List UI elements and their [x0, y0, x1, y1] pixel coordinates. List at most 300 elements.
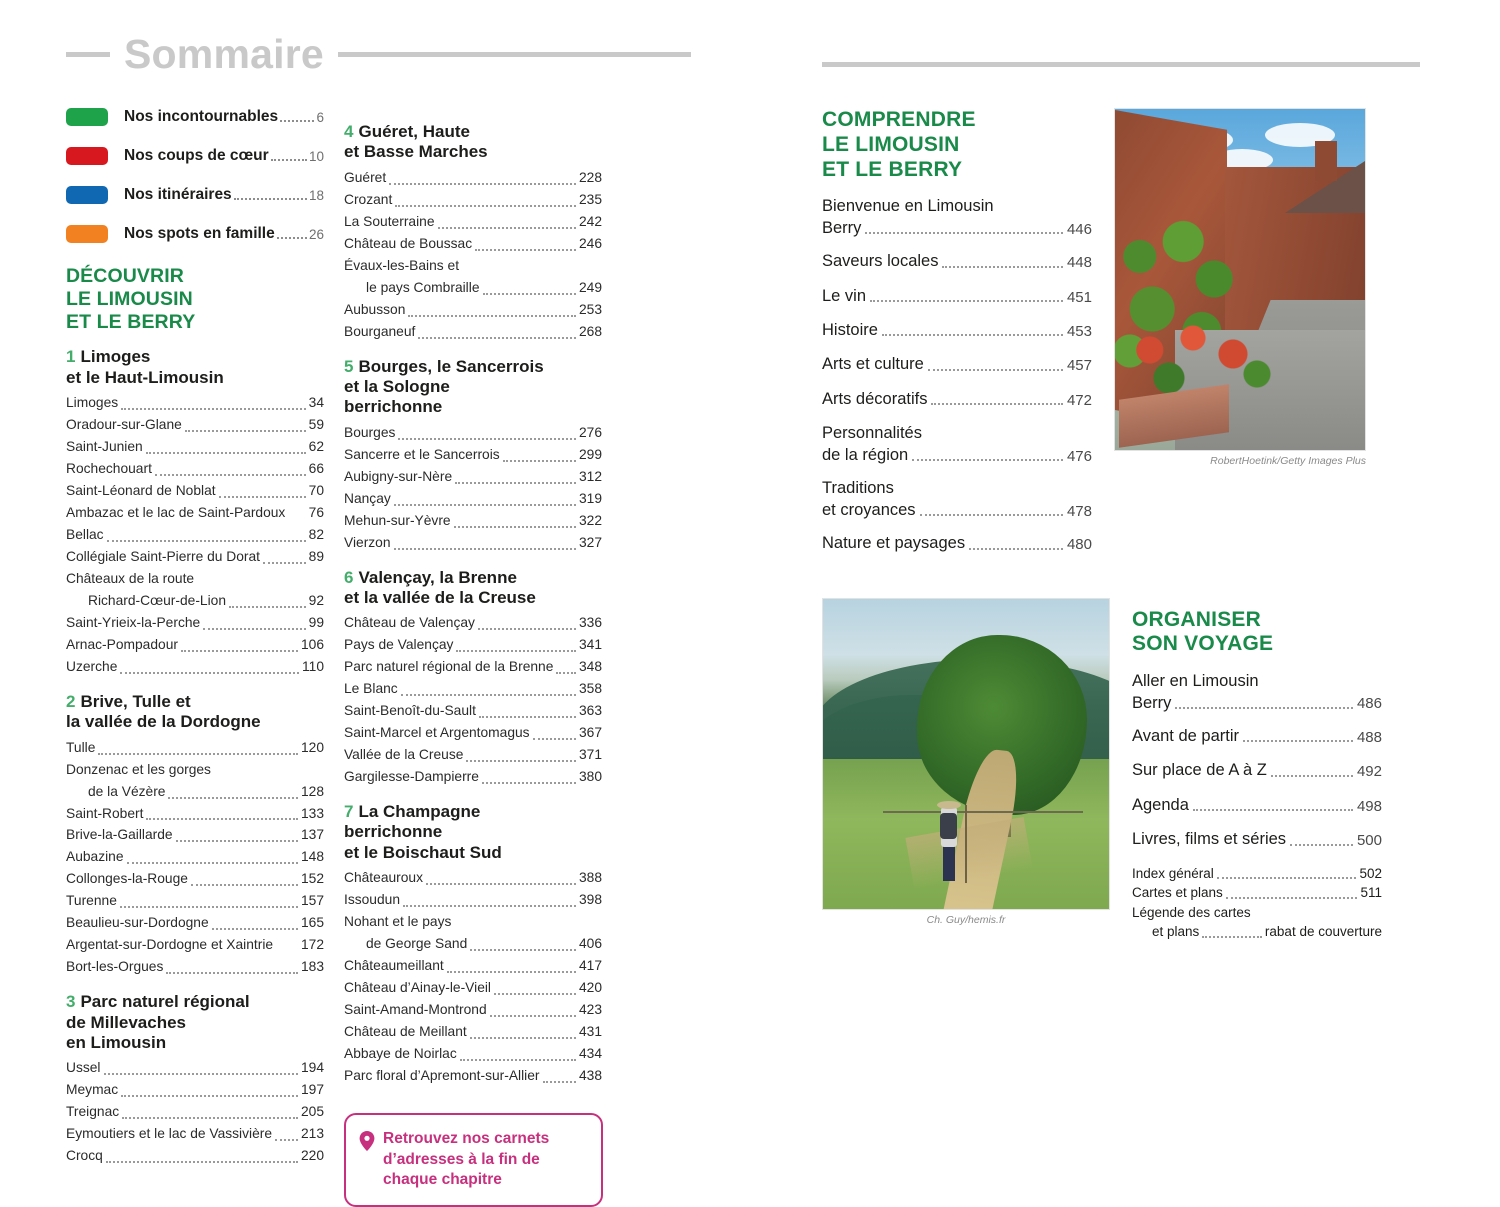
- left-page: [0, 0, 760, 1189]
- toc-dot-leader: [229, 596, 306, 608]
- toc-entry-label: Parc naturel régional de la Brenne: [344, 659, 554, 675]
- toc-entry-page: 476: [1066, 447, 1092, 465]
- toc-entry[interactable]: [66, 525, 324, 546]
- toc-entry[interactable]: [822, 423, 1092, 466]
- legend-dot-leader: [234, 187, 307, 200]
- toc-dot-leader: [1271, 763, 1353, 777]
- toc-entry-page: 70: [308, 483, 324, 499]
- toc-dot-leader: [470, 939, 576, 951]
- legend-item-2[interactable]: [66, 147, 324, 165]
- header-rule-right: [338, 52, 691, 57]
- toc-entry[interactable]: [344, 300, 602, 321]
- toc-entry[interactable]: [1132, 864, 1382, 884]
- toc-dot-leader: [288, 510, 305, 520]
- toc-dot-leader: [394, 494, 576, 506]
- toc-entry-page: 417: [578, 958, 602, 974]
- toc-entry-label: La Souterraine: [344, 213, 435, 229]
- toc-entry-page: 197: [300, 1082, 324, 1098]
- toc-entry[interactable]: [344, 745, 602, 766]
- legend-dot-leader: [280, 109, 314, 122]
- toc-dot-leader: [475, 239, 576, 251]
- legend-item-4[interactable]: [66, 225, 324, 243]
- toc-entry-page: 66: [308, 461, 324, 477]
- toc-entry-label: Treignac: [66, 1104, 120, 1120]
- toc-entry[interactable]: [66, 459, 324, 480]
- toc-entry[interactable]: [66, 547, 324, 568]
- toc-dot-leader: [503, 450, 576, 462]
- toc-entry[interactable]: [344, 445, 602, 466]
- toc-entry[interactable]: [66, 1080, 324, 1101]
- toc-entry-label: Saint-Yrieix-la-Perche: [66, 614, 201, 630]
- legend-item-label: Nos coups de cœur: [124, 147, 269, 164]
- toc-entry-label: Aller en Limousin: [1132, 672, 1259, 691]
- toc-entry-label: Parc floral d’Apremont-sur-Allier: [344, 1067, 540, 1083]
- toc-dot-leader: [394, 538, 576, 550]
- toc-dot-leader: [181, 640, 298, 652]
- toc-entry-label: Pays de Valençay: [344, 637, 454, 653]
- toc-entry[interactable]: [66, 825, 324, 846]
- legend-list: [66, 108, 324, 243]
- toc-entry[interactable]: [66, 481, 324, 502]
- toc-dot-leader: [426, 873, 576, 885]
- toc-entry[interactable]: [344, 613, 602, 634]
- toc-entry-label: Bellac: [66, 527, 104, 543]
- hiker-photo-credit: Ch. Guy/hemis.fr: [926, 913, 1006, 926]
- toc-dot-leader: [398, 428, 576, 440]
- chapter-title-line: Valençay, la Brenne: [358, 567, 517, 587]
- blue-swatch: [66, 186, 108, 204]
- toc-entry[interactable]: [822, 389, 1092, 410]
- chapter-title-line: Bourges, le Sancerrois: [358, 356, 544, 376]
- organiser-heading-line: SON VOYAGE: [1132, 632, 1274, 656]
- toc-dot-leader: [490, 1005, 576, 1017]
- toc-dot-leader: [155, 464, 306, 476]
- toc-dot-leader: [1243, 728, 1353, 742]
- right-page: [760, 0, 1500, 1159]
- village-photo-credit: RobertHoetink/Getty Images Plus: [1210, 455, 1366, 467]
- toc-entry[interactable]: [344, 234, 602, 255]
- toc-entry-page: 398: [578, 892, 602, 908]
- toc-entry-page: 406: [578, 936, 602, 952]
- toc-entry[interactable]: [66, 1102, 324, 1123]
- toc-entry-page: 228: [578, 169, 602, 185]
- toc-entry-label: Uzerche: [66, 658, 118, 674]
- toc-entry-page: 480: [1066, 536, 1092, 554]
- toc-entry[interactable]: [66, 957, 324, 978]
- toc-dot-leader: [455, 472, 576, 484]
- toc-entry[interactable]: [66, 569, 324, 590]
- toc-dot-leader: [120, 896, 298, 908]
- chapter-title-line: Limoges: [80, 347, 151, 367]
- comprendre-entry-list: [822, 196, 1092, 554]
- toc-dot-leader: [98, 743, 298, 755]
- toc-entry-label: Aubusson: [344, 301, 406, 317]
- toc-dot-leader: [460, 1049, 576, 1061]
- toc-entry-page: 133: [300, 805, 324, 821]
- toc-entry[interactable]: [344, 489, 602, 510]
- toc-entry[interactable]: [822, 286, 1092, 307]
- toc-entry-page: 327: [578, 534, 602, 550]
- toc-dot-leader: [104, 1063, 298, 1075]
- chapter-title-line: Brive, Tulle et: [80, 691, 191, 711]
- page-header: [66, 31, 691, 77]
- toc-entry-label: Bourges: [344, 424, 396, 440]
- toc-entry-page: 488: [1356, 728, 1382, 746]
- toc-dot-leader: [556, 662, 576, 674]
- toc-entry[interactable]: [344, 278, 602, 299]
- toc-entry-page: 205: [300, 1104, 324, 1120]
- toc-entry-page: 276: [578, 424, 602, 440]
- toc-entry[interactable]: [344, 767, 602, 788]
- toc-entry-page: 341: [578, 637, 602, 653]
- page-title: Sommaire: [124, 31, 324, 77]
- toc-dot-leader: [912, 447, 1063, 461]
- toc-entry-label: Ussel: [66, 1060, 101, 1076]
- toc-entry[interactable]: [66, 847, 324, 868]
- toc-entry-label: Châteaux de la route: [66, 570, 195, 586]
- toc-entry-label: Château de Boussac: [344, 235, 473, 251]
- toc-entry-label: Guéret: [344, 169, 387, 185]
- toc-entry[interactable]: [66, 935, 324, 956]
- toc-entry[interactable]: [66, 635, 324, 656]
- toc-entry-page: 106: [300, 636, 324, 652]
- toc-entry-label: Bourganeuf: [344, 323, 416, 339]
- toc-entry-label: Châteaumeillant: [344, 958, 444, 974]
- chapter-title-line: la vallée de la Dordogne: [66, 712, 261, 732]
- toc-dot-leader: [479, 706, 576, 718]
- toc-entry-page: 253: [578, 301, 602, 317]
- toc-dot-leader: [176, 830, 298, 842]
- toc-entry-page: 363: [578, 703, 602, 719]
- toc-entry[interactable]: [1132, 760, 1382, 781]
- toc-entry-label: Traditions: [822, 479, 894, 498]
- toc-entry[interactable]: [344, 212, 602, 233]
- toc-entry-label: Saveurs locales: [822, 252, 939, 271]
- toc-entry[interactable]: [344, 890, 602, 911]
- legend-item-1[interactable]: [66, 108, 324, 126]
- toc-entry[interactable]: [66, 1124, 324, 1145]
- toc-entry[interactable]: [344, 467, 602, 488]
- toc-entry-label: Évaux-les-Bains et: [344, 257, 460, 273]
- toc-entry-label: Légende des cartes: [1132, 904, 1251, 920]
- toc-entry[interactable]: [822, 533, 1092, 554]
- toc-entry-label: Arnac-Pompadour: [66, 636, 178, 652]
- toc-entry[interactable]: [66, 393, 324, 414]
- toc-entry[interactable]: [1132, 726, 1382, 747]
- toc-entry-page: 62: [308, 439, 324, 455]
- toc-entry-page: 165: [300, 915, 324, 931]
- chapter-title-line: berrichonne: [344, 397, 443, 417]
- toc-entry[interactable]: [344, 322, 602, 343]
- toc-entry[interactable]: [344, 912, 602, 933]
- toc-entry-label: Beaulieu-sur-Dordogne: [66, 915, 209, 931]
- toc-entry-line2: [1132, 693, 1382, 714]
- toc-entry-page: 492: [1356, 763, 1382, 781]
- carnets-callout: [344, 1113, 603, 1207]
- toc-entry[interactable]: [344, 679, 602, 700]
- toc-entry[interactable]: [66, 613, 324, 634]
- toc-entry[interactable]: [1132, 829, 1382, 850]
- chapter-title-line: et le Haut-Limousin: [66, 367, 224, 387]
- toc-entry-label: Abbaye de Noirlac: [344, 1045, 457, 1061]
- toc-entry-label: et plans: [1152, 924, 1200, 940]
- toc-entry-label: Brive-la-Gaillarde: [66, 827, 173, 843]
- toc-entry-line2: [822, 218, 1092, 239]
- toc-entry-label: Le Blanc: [344, 681, 398, 697]
- toc-entry-label: Saint-Léonard de Noblat: [66, 483, 216, 499]
- toc-entry-page: 89: [308, 549, 324, 564]
- toc-entry[interactable]: [822, 478, 1092, 521]
- toc-entry-label: Cartes et plans: [1132, 885, 1223, 901]
- toc-entry[interactable]: [822, 196, 1092, 239]
- toc-entry-label: Saint-Benoît-du-Sault: [344, 703, 476, 719]
- comprendre-heading-line: LE LIMOUSIN: [822, 132, 960, 156]
- toc-entry-page: 348: [578, 659, 602, 675]
- map-pin-icon: [359, 1131, 375, 1156]
- toc-entry-label: Livres, films et séries: [1132, 830, 1287, 849]
- toc-dot-leader: [276, 942, 298, 952]
- toc-dot-leader: [931, 391, 1063, 405]
- toc-dot-leader: [1202, 926, 1262, 938]
- toc-entry-page: 511: [1360, 885, 1382, 901]
- toc-entry[interactable]: [822, 320, 1092, 341]
- toc-entry-label: et croyances: [822, 500, 916, 519]
- chapter-title-line: et la Sologne: [344, 376, 450, 396]
- toc-entry-page: 420: [578, 980, 602, 996]
- toc-entry[interactable]: [66, 591, 324, 612]
- toc-entry-label: de George Sand: [366, 936, 468, 952]
- toc-entry[interactable]: [66, 804, 324, 825]
- toc-entry[interactable]: [66, 738, 324, 759]
- chapter-number: 1: [66, 347, 76, 367]
- toc-entry[interactable]: [344, 1022, 602, 1043]
- toc-entry-page: 448: [1066, 254, 1092, 272]
- toc-entry-label: Arts et culture: [822, 355, 924, 374]
- toc-entry[interactable]: [66, 891, 324, 912]
- toc-entry[interactable]: [344, 723, 602, 744]
- chapter-title-line: et la vallée de la Creuse: [344, 587, 536, 607]
- toc-entry-page: 388: [578, 870, 602, 886]
- toc-entry[interactable]: [66, 503, 324, 524]
- toc-entry[interactable]: [1132, 922, 1382, 942]
- toc-entry[interactable]: [344, 934, 602, 955]
- toc-entry-label: Gargilesse-Dampierre: [344, 769, 479, 785]
- toc-dot-leader: [483, 283, 576, 295]
- red-swatch: [66, 147, 108, 165]
- toc-entry-page: 438: [578, 1067, 602, 1083]
- organiser-block: [822, 598, 1442, 942]
- toc-entry[interactable]: [1132, 903, 1382, 923]
- toc-entry[interactable]: [66, 415, 324, 436]
- chapter-title-line: Parc naturel régional: [80, 992, 250, 1012]
- toc-dot-leader: [1217, 867, 1357, 879]
- toc-entry-page: 59: [308, 417, 324, 433]
- callout-text-line: Retrouvez nos carnets: [383, 1129, 550, 1147]
- toc-entry[interactable]: [822, 251, 1092, 272]
- toc-dot-leader: [107, 530, 306, 542]
- toc-entry[interactable]: [344, 533, 602, 554]
- toc-entry-page: 312: [578, 468, 602, 484]
- toc-entry[interactable]: [344, 701, 602, 722]
- toc-entry-page: 453: [1066, 322, 1092, 340]
- toc-entry[interactable]: [1132, 795, 1382, 816]
- toc-entry[interactable]: [344, 978, 602, 999]
- toc-entry[interactable]: [822, 354, 1092, 375]
- toc-entry[interactable]: [66, 913, 324, 934]
- toc-entry-label: Collégiale Saint-Pierre du Dorat: [66, 549, 261, 564]
- toc-dot-leader: [401, 684, 576, 696]
- toc-entry-page: 498: [1356, 797, 1382, 815]
- toc-entry[interactable]: [344, 256, 602, 277]
- hiker-landscape-photo: [822, 598, 1110, 910]
- toc-dot-leader: [219, 486, 306, 498]
- toc-entry[interactable]: [1132, 883, 1382, 903]
- carnets-callout-text: [383, 1129, 549, 1191]
- chapter-number: 2: [66, 691, 76, 711]
- toc-entry-label: Saint-Marcel et Argentomagus: [344, 725, 530, 741]
- toc-entry-page: 299: [578, 446, 602, 462]
- legend-item-3[interactable]: [66, 186, 324, 204]
- toc-dot-leader: [166, 962, 298, 974]
- toc-entry-page: 500: [1356, 832, 1382, 850]
- toc-entry-page: 423: [578, 1002, 602, 1018]
- toc-dot-leader: [865, 220, 1063, 234]
- toc-dot-leader: [122, 1107, 298, 1119]
- toc-dot-leader: [882, 322, 1063, 336]
- toc-entry[interactable]: [344, 1000, 602, 1021]
- toc-entry[interactable]: [66, 657, 324, 678]
- toc-dot-leader: [482, 772, 576, 784]
- toc-entry[interactable]: [66, 1058, 324, 1079]
- toc-entry[interactable]: [66, 782, 324, 803]
- toc-dot-leader: [146, 442, 306, 454]
- toc-dot-leader: [494, 983, 576, 995]
- comprendre-heading-line: COMPRENDRE: [822, 108, 976, 131]
- toc-entry[interactable]: [344, 1044, 602, 1065]
- toc-dot-leader: [920, 502, 1063, 516]
- village-street-photo: [1114, 108, 1366, 451]
- toc-dot-leader: [533, 728, 576, 740]
- chapter-title-line: La Champagne: [358, 802, 481, 822]
- toc-entry-page: 319: [578, 490, 602, 506]
- toc-entry-label: Donzenac et les gorges: [66, 761, 211, 777]
- chapter-title-2: [66, 692, 324, 733]
- legend-dot-leader: [277, 226, 307, 239]
- toc-dot-leader: [212, 918, 298, 930]
- toc-entry-page: 246: [578, 235, 602, 251]
- toc-entry-label: Vallée de la Creuse: [344, 747, 464, 763]
- toc-entry[interactable]: [66, 437, 324, 458]
- toc-entry[interactable]: [344, 423, 602, 444]
- toc-entry-page: 183: [300, 959, 324, 975]
- legend-item-label: Nos itinéraires: [124, 186, 232, 203]
- toc-entry-label: Arts décoratifs: [822, 389, 928, 408]
- toc-entry-label: Bort-les-Orgues: [66, 959, 164, 975]
- toc-entry-label: Vierzon: [344, 534, 391, 550]
- toc-entry[interactable]: [344, 1066, 602, 1087]
- toc-dot-leader: [543, 1071, 576, 1083]
- toc-entry-label: Châteauroux: [344, 870, 424, 886]
- toc-entry-label: Turenne: [66, 893, 117, 909]
- toc-entry-page: 235: [578, 191, 602, 207]
- chapter-number: 7: [344, 802, 354, 822]
- toc-entry-label: de la Vézère: [88, 783, 166, 799]
- toc-entry-line2: [822, 445, 1092, 466]
- toc-entry-page: 157: [300, 893, 324, 909]
- toc-entry-page: 446: [1066, 220, 1092, 238]
- toc-entry[interactable]: [344, 168, 602, 189]
- chapter-number: 3: [66, 992, 76, 1012]
- toc-dot-leader: [275, 1129, 298, 1141]
- toc-dot-leader: [470, 1027, 576, 1039]
- chapter-title-line: et Basse Marches: [344, 142, 488, 162]
- toc-entry-label: Sancerre et le Sancerrois: [344, 446, 500, 462]
- toc-entry-label: Avant de partir: [1132, 726, 1240, 745]
- toc-dot-leader: [403, 895, 576, 907]
- toc-entry[interactable]: [344, 511, 602, 532]
- legend-dot-leader: [271, 148, 307, 161]
- toc-entry-label: Oradour-sur-Glane: [66, 417, 182, 433]
- chapter-title-line: berrichonne: [344, 822, 443, 842]
- toc-entry-label: Collonges-la-Rouge: [66, 871, 188, 887]
- toc-dot-leader: [191, 874, 298, 886]
- toc-entry-page: 478: [1066, 502, 1092, 520]
- toc-entry-page: 194: [300, 1060, 324, 1076]
- toc-entry-page: 322: [578, 512, 602, 528]
- toc-entry-label: Nature et paysages: [822, 534, 966, 553]
- toc-entry-page: 99: [308, 614, 324, 630]
- toc-entry[interactable]: [344, 190, 602, 211]
- toc-dot-leader: [106, 1151, 298, 1163]
- organiser-small-entry-list: [1132, 864, 1382, 942]
- toc-entry-label: Nançay: [344, 490, 391, 506]
- toc-entry-page: 486: [1356, 695, 1382, 713]
- toc-entry-page: 152: [300, 871, 324, 887]
- toc-entry-label: Index général: [1132, 865, 1214, 881]
- callout-text-line: chaque chapitre: [383, 1171, 502, 1189]
- village-photo-block: [1114, 108, 1366, 467]
- toc-entry-page: 336: [578, 615, 602, 631]
- toc-entry-label: Meymac: [66, 1082, 119, 1098]
- chapter-title-7: [344, 802, 602, 863]
- toc-entry-page: 82: [308, 527, 324, 543]
- toc-entry[interactable]: [344, 635, 602, 656]
- toc-entry-label: Richard-Cœur-de-Lion: [88, 592, 227, 608]
- toc-entry-page: 213: [300, 1126, 324, 1142]
- toc-dot-leader: [1175, 695, 1353, 709]
- toc-dot-leader: [456, 640, 576, 652]
- chapter-title-line: et le Boischaut Sud: [344, 842, 502, 862]
- toc-entry[interactable]: [344, 868, 602, 889]
- chapter-number: 4: [344, 122, 354, 141]
- toc-entry[interactable]: [66, 1146, 324, 1167]
- toc-entry[interactable]: [1132, 671, 1382, 714]
- toc-entry-label: Aubazine: [66, 849, 124, 865]
- toc-entry-label: Château de Valençay: [344, 615, 475, 631]
- chapter-title-3: [66, 992, 324, 1053]
- toc-entry-label: Saint-Robert: [66, 805, 144, 821]
- toc-dot-leader: [121, 398, 305, 410]
- decouvrir-heading-line: LE LIMOUSIN: [66, 287, 193, 310]
- toc-entry[interactable]: [344, 956, 602, 977]
- toc-dot-leader: [395, 195, 576, 207]
- toc-entry[interactable]: [344, 657, 602, 678]
- toc-entry[interactable]: [66, 869, 324, 890]
- toc-entry[interactable]: [66, 760, 324, 781]
- toc-entry-label: Bienvenue en Limousin: [822, 197, 994, 216]
- toc-entry-page: 220: [300, 1148, 324, 1164]
- toc-entry-page: 249: [578, 279, 602, 295]
